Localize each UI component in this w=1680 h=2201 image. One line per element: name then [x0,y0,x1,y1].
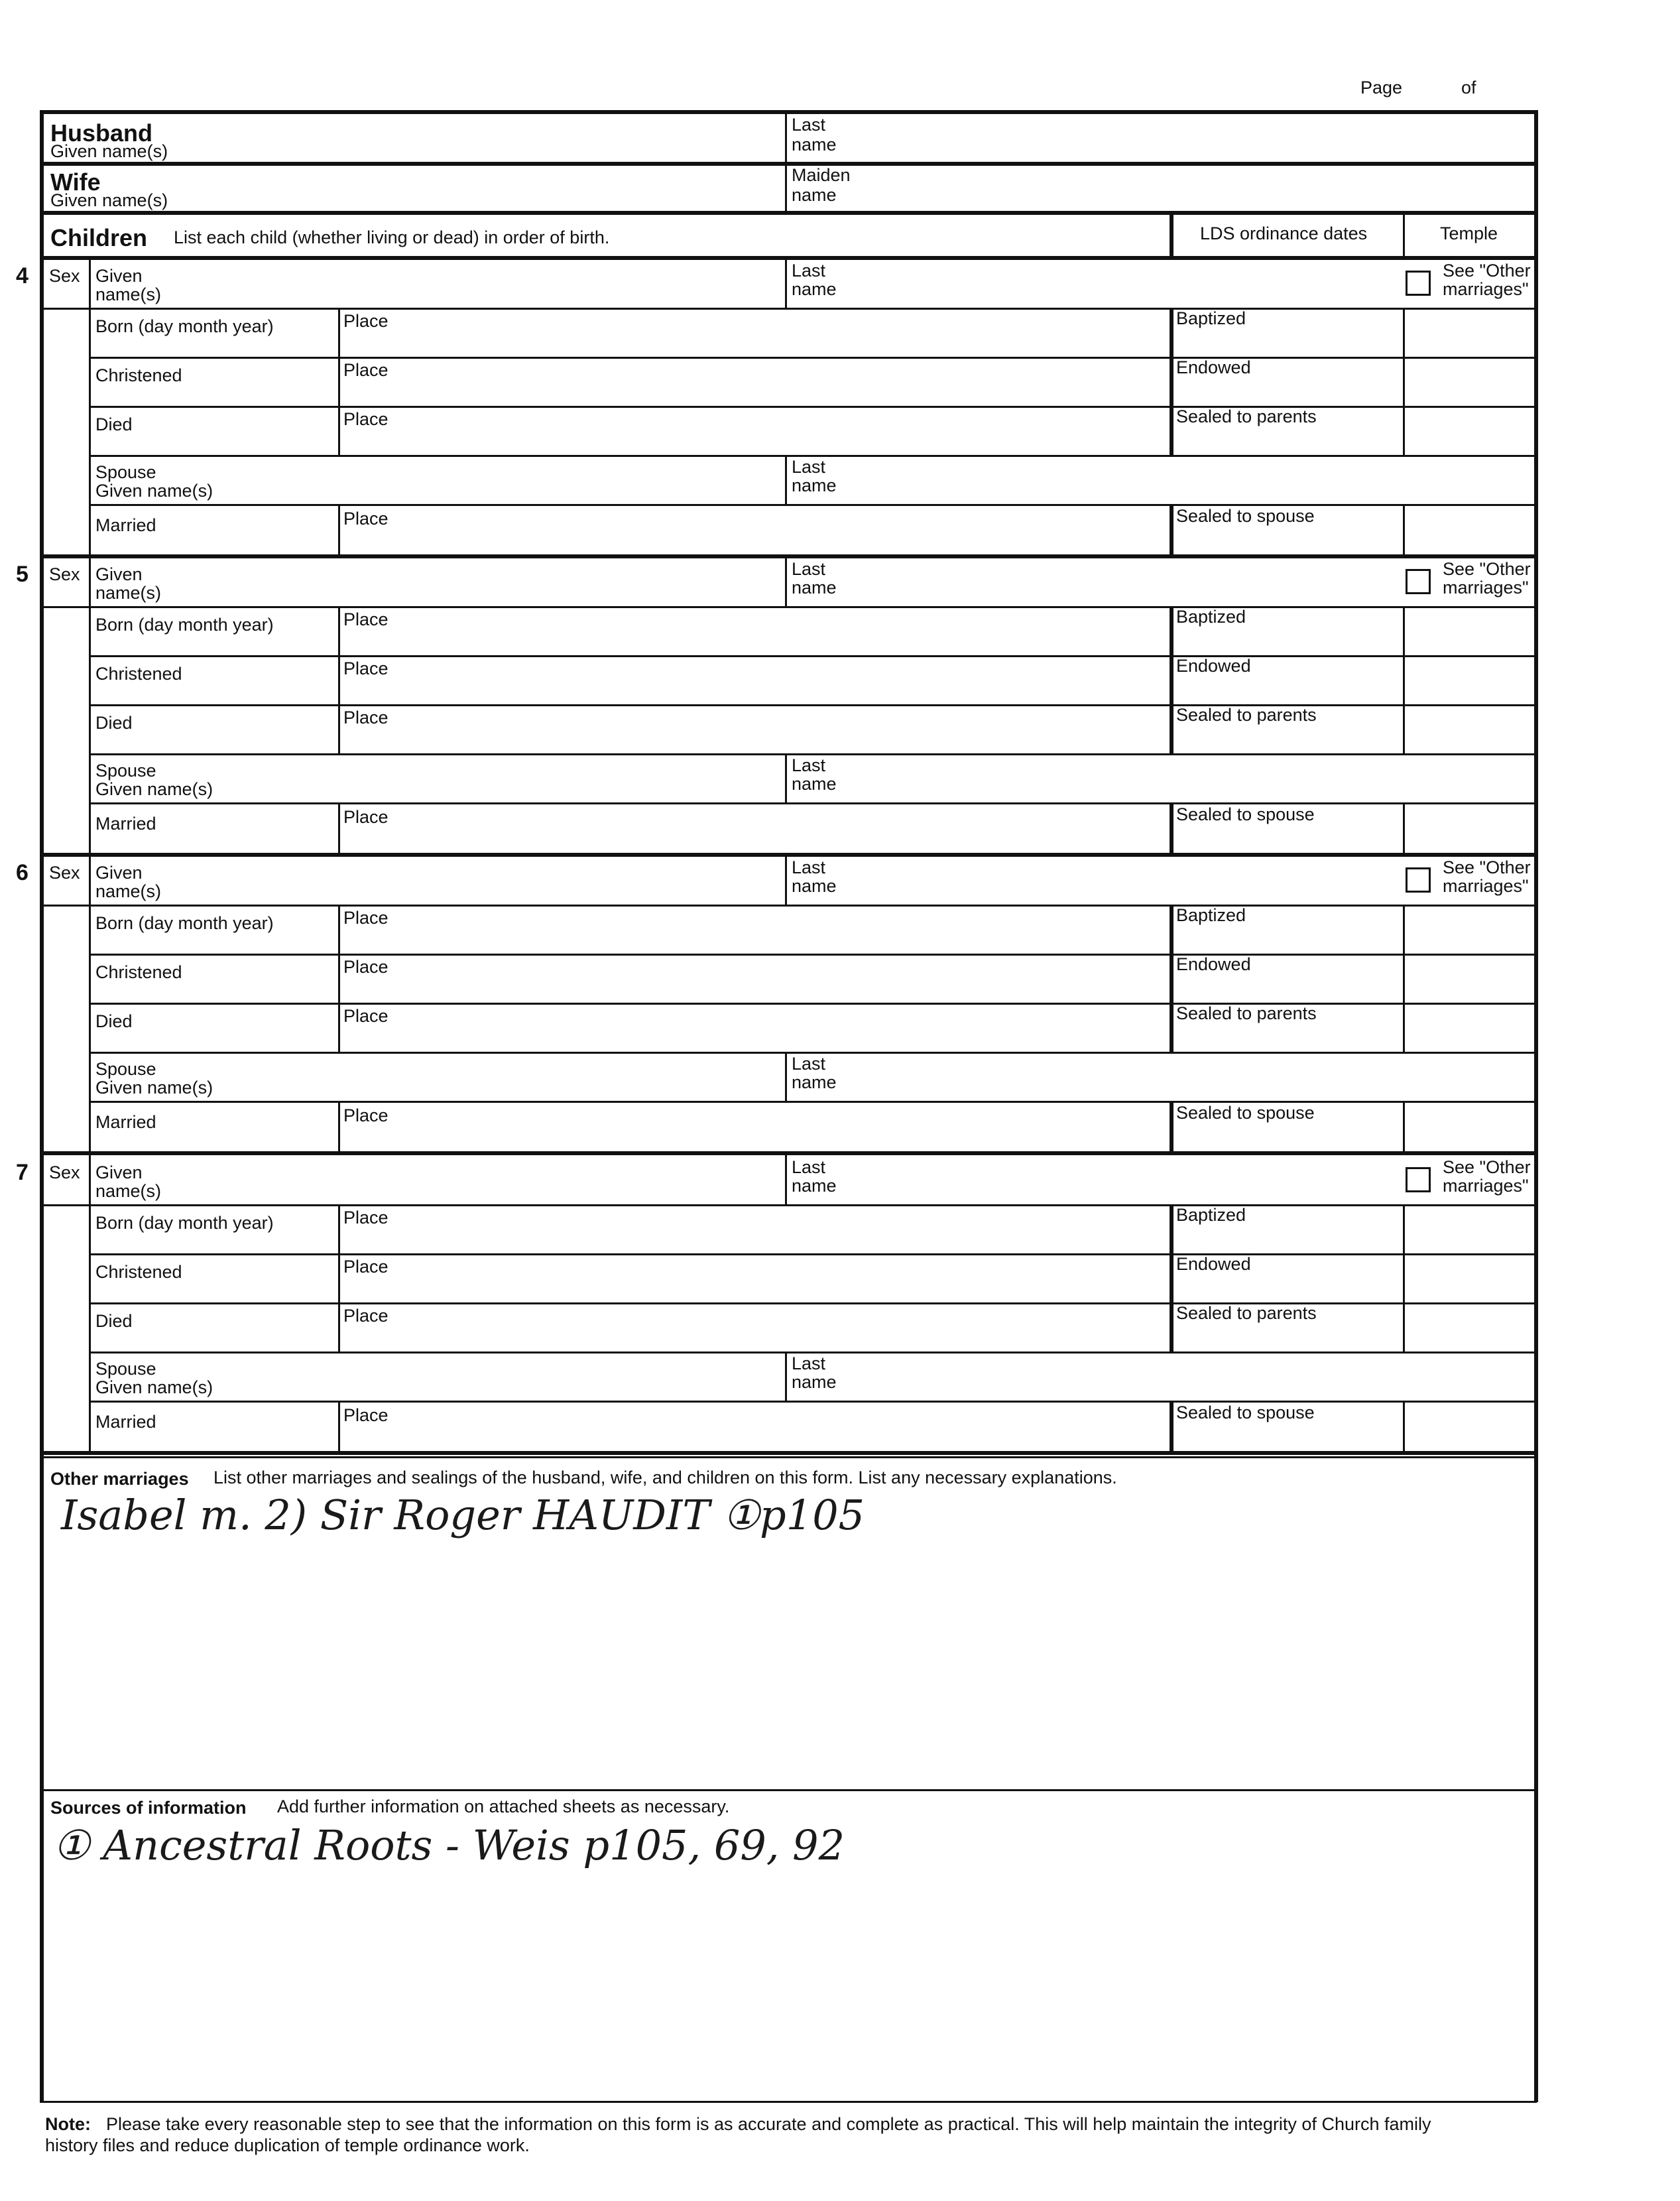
child-4-sex-bottom-line [40,1204,93,1206]
sources-top-line [40,1789,1537,1791]
child-1-married-lds-divider [1170,504,1173,556]
child-2-see-other-label-2: marriages" [1443,578,1529,597]
child-2-given-label-2: name(s) [95,583,162,603]
child-2-spouse-label-1: Spouse [95,761,156,781]
child-2-christened-place-divider [338,655,340,704]
child-1-christened-place-label: Place [343,360,389,380]
child-4-christened-place-divider [338,1253,340,1302]
child-2-spouse-last-divider [785,753,787,802]
child-1-last-divider [785,259,787,309]
child-2-endowed-label: Endowed [1176,656,1251,676]
child-2-number: 5 [16,562,29,587]
child-1-died-lds-divider [1170,406,1173,455]
child-1-born-lds-divider [1170,308,1173,357]
child-4-sealed_parents-label: Sealed to parents [1176,1303,1317,1323]
child-4-spouse-label-1: Spouse [95,1359,156,1379]
child-3-died-lds-divider [1170,1003,1173,1052]
child-1-given-label-2: name(s) [95,284,162,304]
child-2-last-divider [785,557,787,607]
child-1-see-other-label-2: marriages" [1443,279,1529,299]
child-3-inner-left-border [89,905,91,1154]
child-4-married-lds-divider [1170,1401,1173,1452]
child-4-christened-label: Christened [95,1262,182,1282]
child-3-sex-divider [89,855,91,906]
child-1-spouse-label-2: Given name(s) [95,481,213,501]
child-3-row-line-5 [89,1101,1537,1103]
child-4-row-line-1 [89,1204,1537,1206]
child-4-spouse-last-label-1: Last [792,1353,826,1373]
child-4-baptized-temple-divider [1403,1204,1405,1253]
husband-given-label: Given name(s) [50,141,168,161]
child-1-other-marriages-checkbox[interactable] [1406,271,1431,296]
child-3-died-place-label: Place [343,1006,389,1026]
child-2-baptized-label: Baptized [1176,607,1246,627]
child-1-died-place-label: Place [343,409,389,429]
child-2-block-bottom-line [40,853,1537,857]
child-2-spouse-last-label-2: name [792,774,837,794]
child-4-sex-divider [89,1155,91,1206]
child-2-sex-divider [89,557,91,607]
child-2-born-lds-divider [1170,606,1173,655]
child-3-given-label-2: name(s) [95,881,162,901]
child-1-given-label-1: Given [95,266,143,286]
wife-given-label: Given name(s) [50,190,168,210]
children-title: Children [50,224,148,251]
child-4-born-label: Born (day month year) [95,1213,274,1233]
child-4-spouse-last-divider [785,1352,787,1401]
children-temple-divider [1403,211,1405,259]
other-marriages-top-line [40,1456,1537,1458]
child-3-sealed_parents-temple-divider [1403,1003,1405,1052]
child-3-sex-label: Sex [49,863,80,883]
child-1-died-place-divider [338,406,340,455]
child-4-last-divider [785,1155,787,1206]
child-4-spouse-last-label-2: name [792,1372,837,1392]
child-1-spouse-label-1: Spouse [95,462,156,482]
child-3-row-line-1 [89,905,1537,907]
child-1-see-other-label-1: See "Other [1443,261,1531,281]
child-4-christened-lds-divider [1170,1253,1173,1302]
child-4-block-bottom-line [40,1451,1537,1455]
child-1-born-place-divider [338,308,340,357]
child-1-baptized-label: Baptized [1176,308,1246,328]
child-2-married-label: Married [95,814,156,834]
children-instruction: List each child (whether living or dead) in order of birth. [174,227,610,247]
child-1-sealed-spouse-temple-divider [1403,504,1405,556]
form-right-border [1534,110,1538,2102]
child-4-given-label-2: name(s) [95,1181,162,1201]
child-3-last-label-2: name [792,876,837,896]
child-4-given-label-1: Given [95,1163,143,1182]
other-marriages-instruction: List other marriages and sealings of the husband, wife, and children on this form. List any necessary explanations. [213,1468,1117,1487]
child-3-died-label: Died [95,1011,133,1031]
child-3-born-lds-divider [1170,905,1173,954]
child-2-sealed_parents-label: Sealed to parents [1176,705,1317,725]
sources-instruction: Add further information on attached sheets as necessary. [277,1796,730,1816]
child-1-row-line-1 [89,308,1537,310]
child-1-married-place-divider [338,504,340,556]
child-1-endowed-temple-divider [1403,357,1405,406]
child-2-spouse-last-label-1: Last [792,755,826,775]
child-3-given-label-1: Given [95,863,143,883]
child-2-given-label-1: Given [95,564,143,584]
child-4-other-marriages-checkbox[interactable] [1406,1167,1431,1192]
child-2-other-marriages-checkbox[interactable] [1406,569,1431,594]
child-4-row-line-5 [89,1401,1537,1403]
child-2-died-place-divider [338,704,340,753]
child-4-born-place-divider [338,1204,340,1253]
child-3-spouse-label-1: Spouse [95,1059,156,1079]
note-title: Note: [45,2114,91,2134]
child-2-born-label: Born (day month year) [95,615,274,635]
sources-title: Sources of information [50,1798,247,1818]
child-4-sealed_parents-temple-divider [1403,1302,1405,1352]
child-2-christened-lds-divider [1170,655,1173,704]
child-1-married-label: Married [95,515,156,535]
child-1-christened-label: Christened [95,365,182,385]
child-4-number: 7 [16,1160,29,1185]
wife-maiden-label-1: Maiden [792,165,851,185]
child-2-row-line-1 [89,606,1537,608]
child-3-last-label-1: Last [792,857,826,877]
wife-maiden-label-2: name [792,185,837,205]
form-bottom-border [40,2101,1537,2103]
child-4-married-label: Married [95,1412,156,1432]
child-1-christened-lds-divider [1170,357,1173,406]
child-2-sealed-spouse-label: Sealed to spouse [1176,804,1315,824]
child-1-sealed_parents-temple-divider [1403,406,1405,455]
child-3-other-marriages-checkbox[interactable] [1406,867,1431,893]
child-3-row-line-3 [89,1003,1537,1005]
child-1-endowed-label: Endowed [1176,357,1251,377]
husband-last-label-2: name [792,135,837,155]
child-3-baptized-temple-divider [1403,905,1405,954]
child-3-born-label: Born (day month year) [95,913,274,933]
note-line-1: Please take every reasonable step to see that the information on this form is as accurate and complete as practical. This will help maintain the integrity of Church family [106,2114,1431,2134]
child-4-married-place-divider [338,1401,340,1452]
child-4-died-lds-divider [1170,1302,1173,1352]
temple-label: Temple [1440,223,1498,243]
child-4-christened-place-label: Place [343,1257,389,1277]
child-2-married-place-label: Place [343,807,389,827]
child-4-sealed-spouse-label: Sealed to spouse [1176,1403,1315,1422]
child-1-last-label-1: Last [792,261,826,281]
child-3-married-place-divider [338,1101,340,1153]
child-4-sex-label: Sex [49,1163,80,1182]
child-3-christened-label: Christened [95,962,182,982]
child-2-died-place-label: Place [343,708,389,727]
child-2-sealed_parents-temple-divider [1403,704,1405,753]
child-3-sealed_parents-label: Sealed to parents [1176,1003,1317,1023]
child-3-sealed-spouse-temple-divider [1403,1101,1405,1153]
child-1-sealed-spouse-label: Sealed to spouse [1176,506,1315,526]
child-2-christened-place-label: Place [343,659,389,678]
child-1-died-label: Died [95,414,133,434]
child-3-endowed-label: Endowed [1176,954,1251,974]
child-2-spouse-label-2: Given name(s) [95,779,213,799]
child-2-see-other-label-1: See "Other [1443,559,1531,579]
child-3-christened-place-divider [338,954,340,1003]
wife-bottom-line [40,211,1537,215]
child-3-number: 6 [16,860,29,885]
child-2-row-line-5 [89,802,1537,804]
child-1-born-place-label: Place [343,311,389,331]
child-2-died-lds-divider [1170,704,1173,753]
child-3-married-lds-divider [1170,1101,1173,1153]
child-1-last-label-2: name [792,279,837,299]
child-4-died-label: Died [95,1311,133,1331]
child-2-sealed-spouse-temple-divider [1403,802,1405,854]
form-left-border [40,110,44,2102]
child-4-born-place-label: Place [343,1208,389,1227]
child-3-spouse-last-divider [785,1052,787,1101]
child-3-died-place-divider [338,1003,340,1052]
husband-divider [785,110,787,211]
child-1-row-line-3 [89,406,1537,408]
child-4-baptized-label: Baptized [1176,1205,1246,1225]
child-4-see-other-label-2: marriages" [1443,1176,1529,1196]
child-1-baptized-temple-divider [1403,308,1405,357]
form-top-border [40,110,1537,114]
child-3-block-bottom-line [40,1151,1537,1155]
child-3-married-label: Married [95,1112,156,1132]
child-1-married-place-label: Place [343,509,389,529]
sources-handwritten: ① Ancestral Roots - Weis p105, 69, 92 [53,1821,845,1869]
child-4-endowed-label: Endowed [1176,1254,1251,1274]
child-3-row-line-2 [89,954,1537,956]
of-label: of [1461,78,1476,97]
child-3-spouse-last-label-1: Last [792,1054,826,1074]
child-2-sex-label: Sex [49,564,80,584]
child-3-spouse-last-label-2: name [792,1072,837,1092]
child-2-row-line-3 [89,704,1537,706]
note-line-2: history files and reduce duplication of temple ordinance work. [45,2135,530,2155]
child-2-last-label-1: Last [792,559,826,579]
other-marriages-handwritten: Isabel m. 2) Sir Roger HAUDIT ①p105 [61,1491,865,1539]
child-1-block-bottom-line [40,554,1537,558]
child-1-spouse-last-divider [785,455,787,504]
lds-ordinance-label: LDS ordinance dates [1200,223,1368,243]
child-1-sex-bottom-line [40,308,93,310]
child-1-christened-place-divider [338,357,340,406]
child-3-see-other-label-1: See "Other [1443,857,1531,877]
child-1-spouse-last-label-2: name [792,475,837,495]
wife-title: Wife [50,168,101,196]
child-3-sex-bottom-line [40,905,93,907]
child-4-see-other-label-1: See "Other [1443,1157,1531,1177]
child-3-married-place-label: Place [343,1105,389,1125]
other-marriages-title: Other marriages [50,1469,189,1489]
child-1-born-label: Born (day month year) [95,316,274,336]
child-2-endowed-temple-divider [1403,655,1405,704]
husband-title: Husband [50,119,153,147]
child-3-baptized-label: Baptized [1176,905,1246,925]
child-4-row-line-2 [89,1253,1537,1255]
children-header-bottom-line [40,256,1537,260]
child-4-died-place-divider [338,1302,340,1352]
child-1-row-line-5 [89,504,1537,506]
child-3-endowed-temple-divider [1403,954,1405,1003]
page-label: Page [1360,78,1403,97]
child-2-married-place-divider [338,802,340,854]
child-1-spouse-last-label-1: Last [792,457,826,477]
child-4-sealed-spouse-temple-divider [1403,1401,1405,1452]
child-1-inner-left-border [89,308,91,557]
child-1-sex-label: Sex [49,266,80,286]
child-2-inner-left-border [89,606,91,855]
child-4-married-place-label: Place [343,1405,389,1425]
husband-last-label-1: Last [792,115,826,135]
child-4-died-place-label: Place [343,1306,389,1326]
child-2-born-place-label: Place [343,609,389,629]
child-1-sealed_parents-label: Sealed to parents [1176,407,1317,426]
child-4-endowed-temple-divider [1403,1253,1405,1302]
child-2-born-place-divider [338,606,340,655]
child-3-born-place-divider [338,905,340,954]
child-2-last-label-2: name [792,578,837,597]
child-3-christened-lds-divider [1170,954,1173,1003]
child-2-row-line-2 [89,655,1537,657]
children-lds-divider [1170,211,1173,259]
child-1-number: 4 [16,263,29,288]
child-1-row-line-2 [89,357,1537,359]
husband-bottom-line [40,162,1537,166]
child-4-row-line-3 [89,1302,1537,1304]
child-2-died-label: Died [95,713,133,733]
child-3-christened-place-label: Place [343,957,389,977]
child-2-married-lds-divider [1170,802,1173,854]
child-4-born-lds-divider [1170,1204,1173,1253]
child-4-last-label-1: Last [792,1157,826,1177]
child-2-christened-label: Christened [95,664,182,684]
child-4-last-label-2: name [792,1176,837,1196]
child-3-born-place-label: Place [343,908,389,928]
child-4-inner-left-border [89,1204,91,1454]
child-4-spouse-label-2: Given name(s) [95,1377,213,1397]
child-1-sex-divider [89,259,91,309]
child-3-spouse-label-2: Given name(s) [95,1078,213,1098]
child-2-sex-bottom-line [40,606,93,608]
child-3-see-other-label-2: marriages" [1443,876,1529,896]
child-3-last-divider [785,855,787,906]
child-3-sealed-spouse-label: Sealed to spouse [1176,1103,1315,1123]
child-2-baptized-temple-divider [1403,606,1405,655]
